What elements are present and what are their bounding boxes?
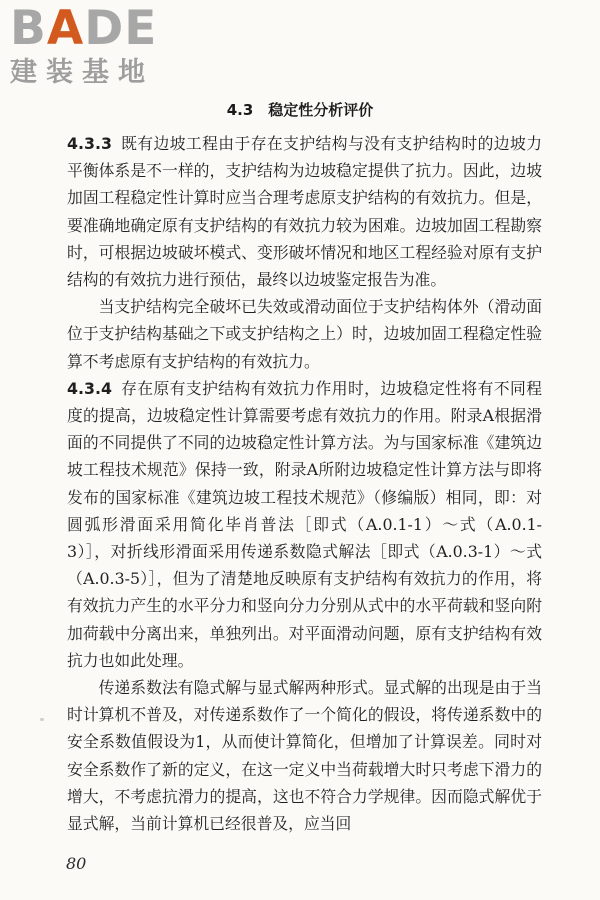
- clause-paragraph: [67, 375, 542, 674]
- clause-number: 4.3.4: [67, 378, 112, 398]
- logo-latin-text: BADE: [10, 1, 158, 56]
- logo-accent-letter: A: [46, 1, 85, 56]
- clause-paragraph: [67, 130, 542, 293]
- page-number: 80: [66, 854, 87, 873]
- body-paragraph: 当支护结构完全破坏已失效或滑动面位于支护结构体外（滑动面位于支护结构基础之下或支护结构之上）时，边坡加固工程稳定性验算不考虑原有支护结构的有效抗力。: [67, 297, 542, 371]
- body-paragraph: 传递系数法有隐式解与显式解两种形式。显式解的出现是由于当时计算机不普及，对传递系数作了一个简化的假设，将传递系数中的安全系数值假设为1，从而使计算简化，但增加了计算误差。同时对安全系数作了新的定义，在这一定义中当荷载增大时只考虑下滑力的增大，不考虑抗滑力的提高，这也不符合力学规律。因而隐式解优于显式解，当前计算机已经很普及，应当回: [67, 678, 542, 834]
- logo-chinese-text: 建装基地: [10, 57, 154, 88]
- clause-number: 4.3.3: [67, 134, 112, 153]
- bade-logo: [10, 1, 180, 90]
- clause-text: 既有边坡工程由于存在支护结构与没有支护结构时的边坡力平衡体系是不一样的，支护结构为边坡稳定提供了抗力。因此，边坡加固工程稳定性计算时应当合理考虑原支护结构的有效抗力。但是，要准确地确定原有支护结构的有效抗力较为困难。边坡加固工程勘察时，可根据边坡破坏模式、变形破坏情况和地区工程经验对原有支护结构的有效抗力进行预估，最终以边坡鉴定报告为准。: [67, 134, 542, 290]
- clause-text: 存在原有支护结构有效抗力作用时，边坡稳定性将有不同程度的提高，边坡稳定性计算需要考虑有效抗力的作用。附录A根据滑面的不同提供了不同的边坡稳定性计算方法。为与国家标准《建筑边坡工程技术规范》保持一致，附录A所附边坡稳定性计算方法与即将发布的国家标准《建筑边坡工程技术规范》（修编版）相同，即：对圆弧形滑面采用简化毕肖普法［即式（A.0.1-1）～式（A.0.1-3）］，对折线形滑面采用传递系数隐式解法［即式（A.0.3-1）～式（A.0.3-5）］，但为了清楚地反映原有支护结构有效抗力的作用，将有效抗力产生的水平分力和竖向分力分别从式中的水平荷载和竖向附加荷载中分离出来，单独列出。对平面滑动问题，原有支护结构有效抗力也如此处理。: [67, 378, 542, 670]
- scan-mark: [40, 718, 44, 721]
- section-title: 4.3 稳定性分析评价: [226, 101, 374, 119]
- document-body: [67, 130, 542, 837]
